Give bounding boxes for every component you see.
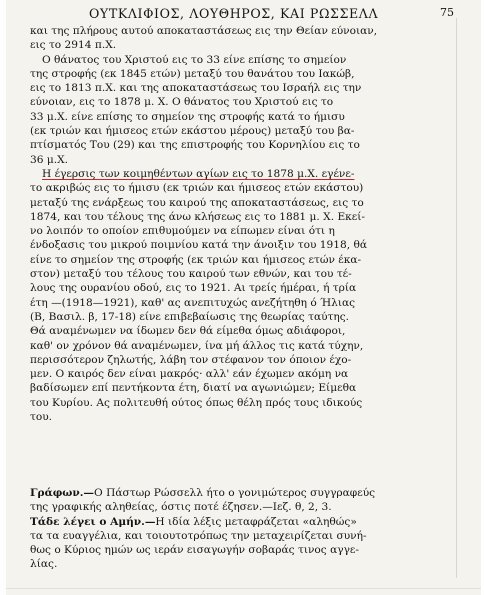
page-number: 75 [440, 6, 454, 19]
text-line: του Κυρίου. Ας πολιτευθή ούτος όπως θέλη πρός τους ιδικούς [30, 396, 363, 409]
text-line: το ακριβώς εις το ήμισυ (εκ τριών και ήμισεος ετών εκάστου) [30, 182, 364, 195]
footnote-line [30, 486, 458, 500]
text-line: Θά αναμένωμεν να ίδωμεν δεν θά είμεθα όμως αδιάφοροι, [30, 325, 346, 338]
text-line: μεν. Ο καιρός δεν είναι μακρός· αλλ' εάν έχωμεν ακόμη να [30, 368, 349, 381]
text-line: 1874, και του τέλους της άνω κλήσεως εις το 1881 μ. Χ. Εκεί- [30, 210, 366, 223]
text-line: Ο θάνατος του Χριστού εις το 33 είνε επίσης το σημείον [42, 53, 347, 66]
footnote-heading: Γράφων.— [30, 487, 95, 499]
text-line: εύνοιαν, εις το 1878 μ. Χ. Ο θάνατος του Χριστού εις το [30, 96, 334, 109]
footnote-line [30, 529, 458, 543]
text-line: (εκ τριών και ήμισεος ετών εκάστου μέρους) μεταξύ του βα- [30, 125, 355, 138]
text-line: πτίσματός Του (29) και της επιστροφής του Κορνηλίου εις το [30, 139, 360, 152]
body-text [30, 24, 458, 424]
footnote-heading: Τάδε λέγει ο Αμήν.— [30, 515, 156, 528]
text-line: και της πλήρους αυτού αποκαταστάσεως εις την Θείαν εύνοιαν, [30, 25, 378, 37]
text-line: ένδοξασις του μικρού ποιμνίου κατά την άνοιξιν του 1918, θά [30, 239, 368, 252]
text-line: εις το 1813 π.Χ. και της αποκαταστάσεως του Ισραήλ εις την [30, 82, 362, 95]
footnote-text: θως ο Κύριος ημών ως ιεράν εισαγωγήν σοβαράς τινος αγγε- [30, 544, 359, 557]
footnote-text: λίας. [30, 558, 58, 571]
footnote-text: της γραφικής αληθείας, όστις ποτέ έζησεν.—Ιεζ. θ, 2, 3. [30, 501, 332, 514]
text-line: περισσότερον ζηλωτής, λάβη τον στέφανον τον όποιον έχο- [30, 353, 352, 366]
footnote-line [30, 557, 458, 571]
text-line: λους της ουρανίου οδού, εις το 1921. Αι τρείς ήμέραι, ή τρία [30, 282, 357, 295]
footnote-line [30, 515, 458, 529]
text-line: είνε το σημείον της στροφής (εκ τριών και ήμισεος ετών έκα- [30, 253, 362, 266]
text-line: βαδίσωμεν επί πεντήκοντα έτη, διατί να αγωνιώμεν; Είμεθα [30, 382, 357, 395]
text-line: στον) μεταξύ του τέλους του καιρού των εθνών, και του τέ- [30, 268, 352, 281]
footnote-line [30, 500, 458, 514]
text-line: 36 μ.Χ. [30, 153, 69, 166]
text-line: εις το 2914 π.Χ. [30, 39, 117, 52]
text-line: μεταξύ της ενάρξεως του καιρού της αποκαταστάσεως, εις το [30, 196, 364, 209]
underlined-line [30, 167, 458, 181]
footnotes [30, 486, 458, 572]
running-head: ΟΥΤΚΛΙΦΙΟΣ, ΛΟΥΘΗΡΟΣ, ΚΑΙ ΡΩΣΣΕΛΛ [89, 6, 379, 21]
text-line: νο λοιπόν το οποίον επιθυμούμεν να είπωμεν είναι ότι η [30, 225, 335, 238]
bottom-rule [6, 588, 481, 589]
footnote-text: τα τα ευαγγέλια, και τοιουτοτρόπως την μεταχειρίζεται συνή- [30, 529, 367, 542]
underlined-text: Η έγερσις των κοιμηθέντων αγίων εις το 1878 μ.Χ. εγένε- [42, 167, 355, 180]
footnote-text: Ο Πάστωρ Ρώσσελλ ήτο ο γονιμώτερος συγγραφεύς [94, 487, 376, 499]
text-line: της στροφής (εκ 1845 ετών) μεταξύ του θανάτου του Ιακώβ, [30, 67, 355, 80]
text-line: του. [30, 411, 53, 424]
footnote-text: Η ιδία λέξις μεταφράζεται «αληθώς» [155, 515, 357, 528]
footnote-line [30, 543, 458, 557]
text-line: 33 μ.Χ. είνε επίσης το σημείον της στροφής κατά το ήμισυ [30, 110, 345, 123]
text-line: (Β, Βασιλ. β, 17-18) είνε επιβεβαίωσις της θεωρίας ταύτης. [30, 310, 350, 323]
page-header [34, 6, 454, 22]
text-line: καθ' ον χρόνον θά αναμένωμεν, ίνα μή άλλος τις κατά τύχην, [30, 339, 364, 352]
text-line: έτη —(1918—1921), καθ' ας ανεπιτυχώς ανεζήτηθη ό Ήλιας [30, 296, 356, 309]
